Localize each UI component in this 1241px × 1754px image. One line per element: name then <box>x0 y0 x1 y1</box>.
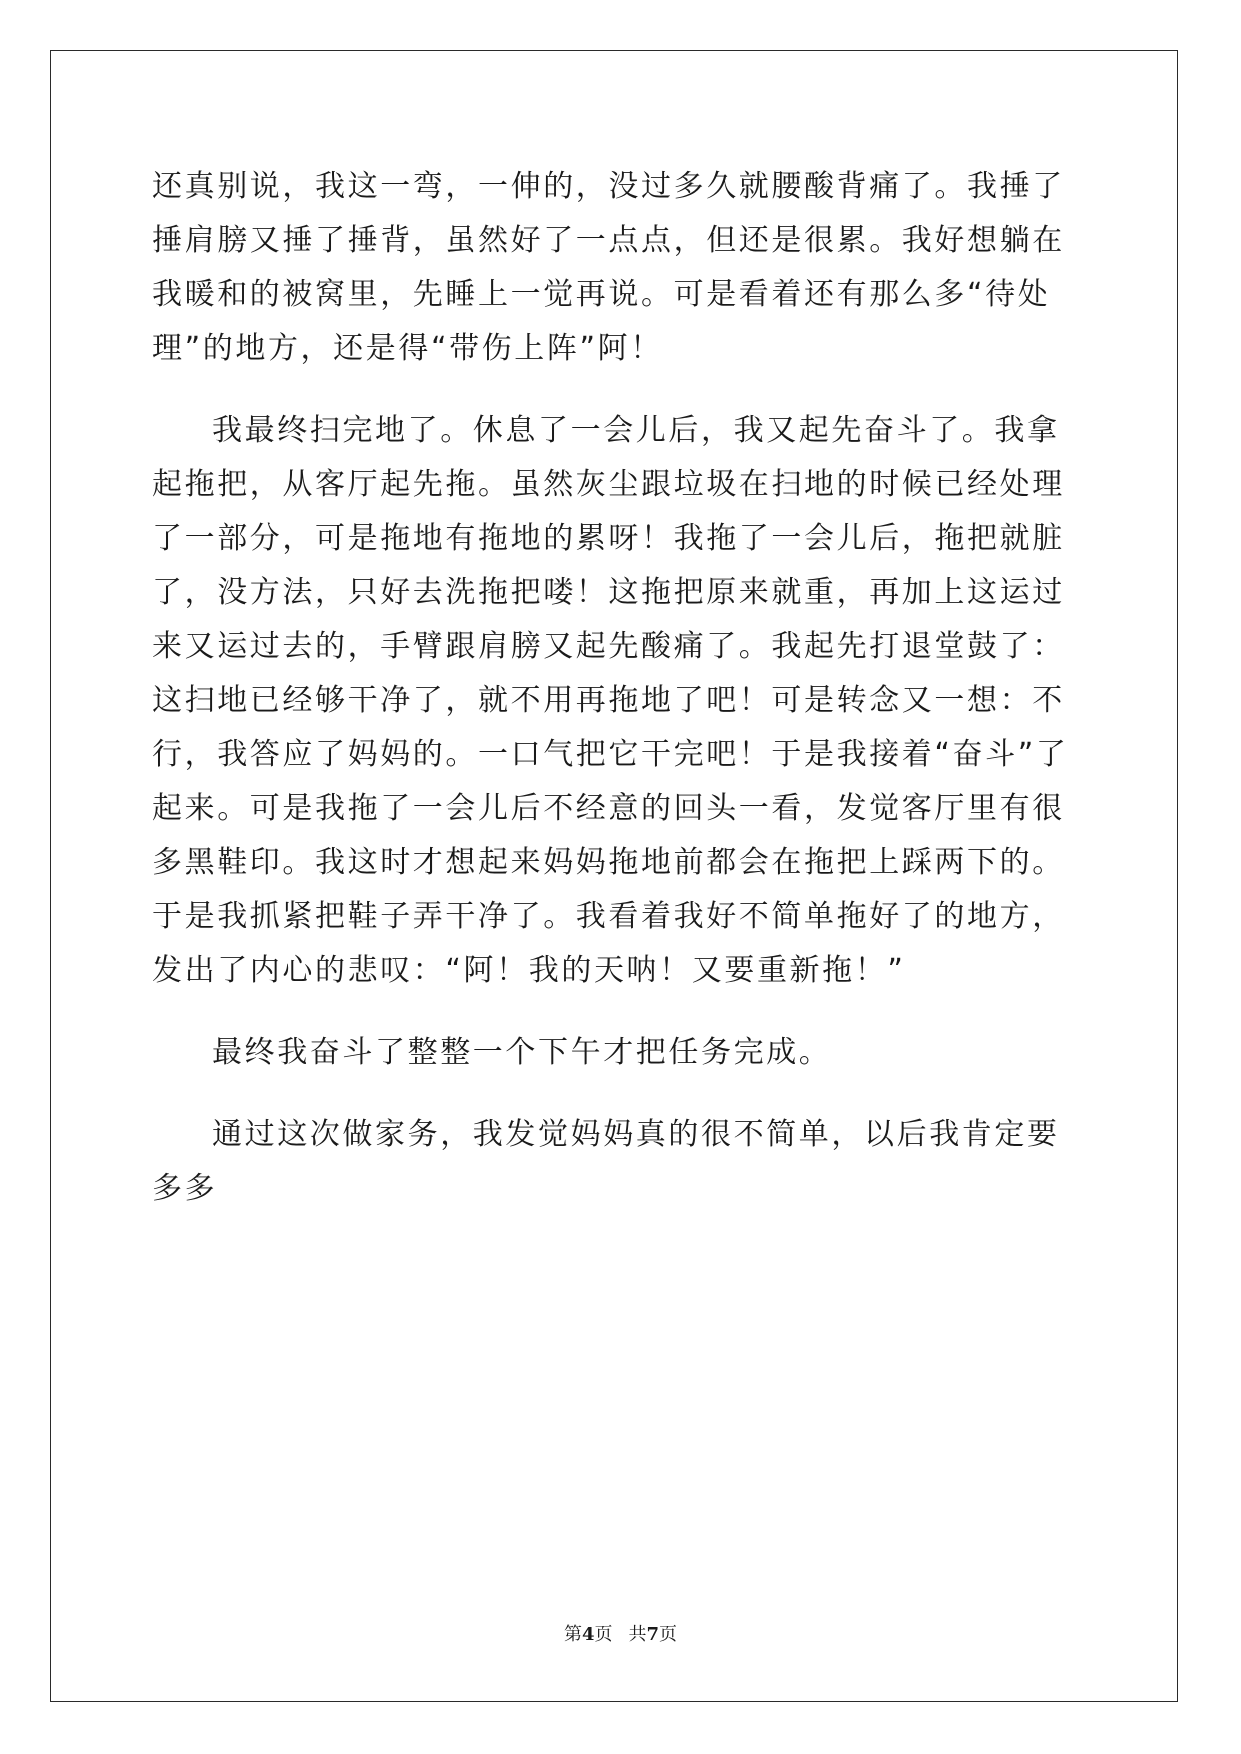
footer-prefix: 第 <box>563 1624 582 1645</box>
footer-total-prefix: 共 <box>628 1624 647 1645</box>
footer-total-suffix: 页 <box>659 1624 678 1645</box>
paragraph-3: 最终我奋斗了整整一个下午才把任务完成。 <box>212 1035 832 1070</box>
footer-page-suffix: 页 <box>594 1624 613 1645</box>
page-footer <box>0 1623 1241 1647</box>
paragraph-4: 通过这次做家务，我发觉妈妈真的很不简单，以后我肯定要多多 <box>152 1117 1060 1206</box>
paragraph-2: 我最终扫完地了。休息了一会儿后，我又起先奋斗了。我拿起拖把，从客厅起先拖。虽然灰尘跟垃圾在扫地的时候已经处理了一部分，可是拖地有拖地的累呀！我拖了一会儿后，拖把就脏了，没方法，只好去洗拖把喽！这拖把原来就重，再加上这运过来又运过去的，手臂跟肩膀又起先酸痛了。我起先打退堂鼓了：这扫地已经够干净了，就不用再拖地了吧！可是转念又一想：不行，我答应了妈妈的。一口气把它干完吧！于是我接着“奋斗”了起来。可是我拖了一会儿后不经意的回头一看，发觉客厅里有很多黑鞋印。我这时才想起来妈妈拖地前都会在拖把上踩两下的。于是我抓紧把鞋子弄干净了。我看着我好不简单拖好了的地方，发出了内心的悲叹：“阿！我的天呐！又要重新拖！” <box>152 413 1069 988</box>
document-body <box>152 160 1092 1244</box>
footer-total-pages: 7 <box>646 1624 660 1645</box>
paragraph-1: 还真别说，我这一弯，一伸的，没过多久就腰酸背痛了。我捶了捶肩膀又捶了捶背，虽然好了一点点，但还是很累。我好想躺在我暖和的被窝里，先睡上一觉再说。可是看着还有那么多“待处理”的地方，还是得“带伤上阵”阿！ <box>152 169 1065 366</box>
footer-page-number: 4 <box>581 1624 595 1645</box>
